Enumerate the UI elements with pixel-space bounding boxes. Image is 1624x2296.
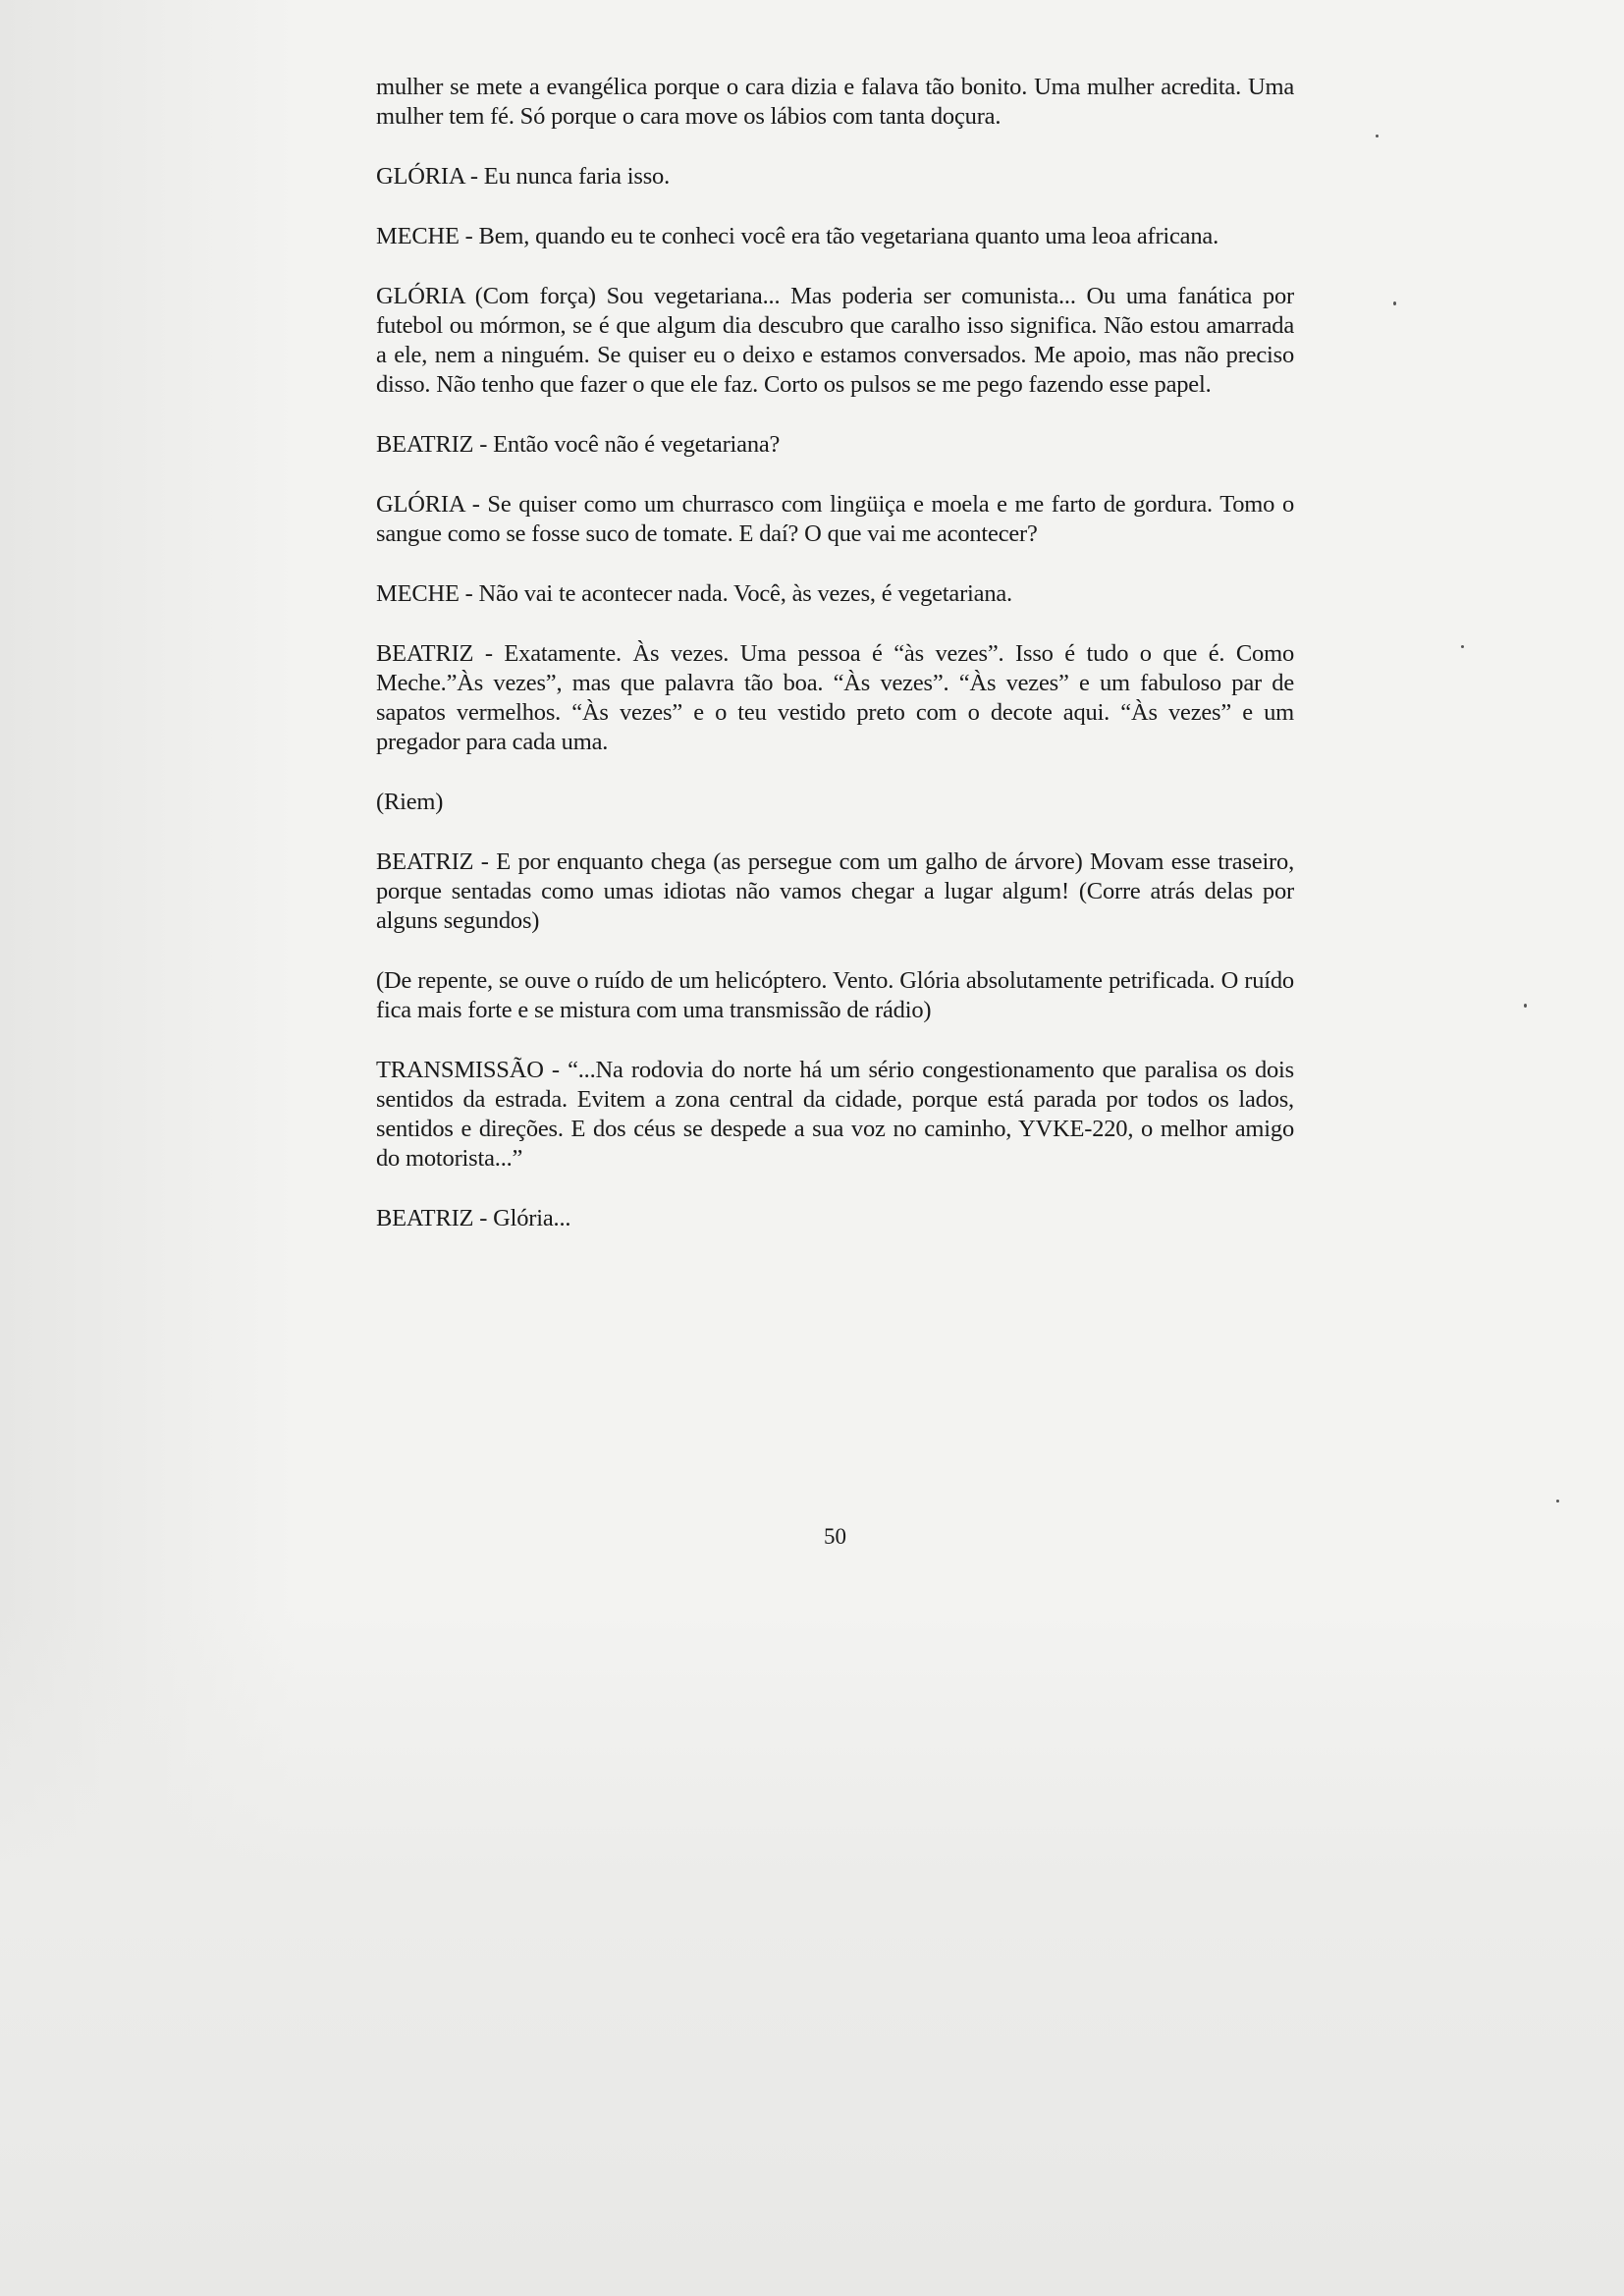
paragraph-gloria-line-1: GLÓRIA - Eu nunca faria isso. xyxy=(376,163,671,190)
page-number: 50 xyxy=(824,1524,846,1549)
scan-speck xyxy=(1461,645,1464,648)
paragraph-gloria-line-2: GLÓRIA (Com força) Sou vegetariana... Mas poderia ser comunista... Ou uma fanática por futebol ou mórmon, se é que algum dia descubro que caralho isso significa. Não estou amarrada a ele, nem a ninguém. Se quiser eu o deixo e estamos conversados. Me apoio, mas não preciso disso. Não tenho que fazer o que ele faz. Corto os pulsos se me pego fazendo esse papel. xyxy=(376,283,1294,398)
scan-shadow-bottom xyxy=(0,1611,1624,2296)
paragraph-meche-line-2: MECHE - Não vai te acontecer nada. Você, às vezes, é vegetariana. xyxy=(376,580,1012,607)
scan-speck xyxy=(1393,301,1396,305)
scan-shadow-left xyxy=(0,0,295,2296)
stage-direction-riem: (Riem) xyxy=(376,789,444,815)
paragraph-meche-line-1: MECHE - Bem, quando eu te conheci você era tão vegetariana quanto uma leoa africana. xyxy=(376,223,1219,249)
paragraph-transmission: TRANSMISSÃO - “...Na rodovia do norte há um sério congestionamento que paralisa os dois sentidos da estrada. Evitem a zona central da cidade, porque está parada por todos os lados, sentidos e direções. E dos céus se despede a sua voz no caminho, YVKE-220, o melhor amigo do motorista...” xyxy=(376,1057,1294,1172)
paragraph-gloria-line-3: GLÓRIA - Se quiser como um churrasco com lingüiça e moela e me farto de gordura. Tomo o sangue como se fosse suco de tomate. E daí? O que vai me acontecer? xyxy=(376,491,1294,547)
paragraph-beatriz-line-4: BEATRIZ - Glória... xyxy=(376,1205,571,1231)
scan-speck xyxy=(1376,135,1379,137)
paragraph-beatriz-line-1: BEATRIZ - Então você não é vegetariana? xyxy=(376,431,781,458)
paragraph-beatriz-line-2: BEATRIZ - Exatamente. Às vezes. Uma pessoa é “às vezes”. Isso é tudo o que é. Como Meche.”Às vezes”, mas que palavra tão boa. “Às vezes”. “Às vezes” e um fabuloso par de sapatos vermelhos. “Às vezes” e o teu vestido preto com o decote aqui. “Às vezes” e um pregador para cada uma. xyxy=(376,640,1294,755)
scan-speck xyxy=(1524,1004,1527,1008)
scan-speck xyxy=(1556,1500,1559,1503)
document-page xyxy=(376,73,1294,1549)
stage-direction-helicopter: (De repente, se ouve o ruído de um helicóptero. Vento. Glória absolutamente petrificada. O ruído fica mais forte e se mistura com uma transmissão de rádio) xyxy=(376,967,1294,1023)
paragraph-beatriz-line-3: BEATRIZ - E por enquanto chega (as persegue com um galho de árvore) Movam esse traseiro, porque sentadas como umas idiotas não vamos chegar a lugar algum! (Corre atrás delas por alguns segundos) xyxy=(376,848,1294,934)
paragraph-meche-continuation: mulher se mete a evangélica porque o cara dizia e falava tão bonito. Uma mulher acredita. Uma mulher tem fé. Só porque o cara move os lábios com tanta doçura. xyxy=(376,74,1294,130)
